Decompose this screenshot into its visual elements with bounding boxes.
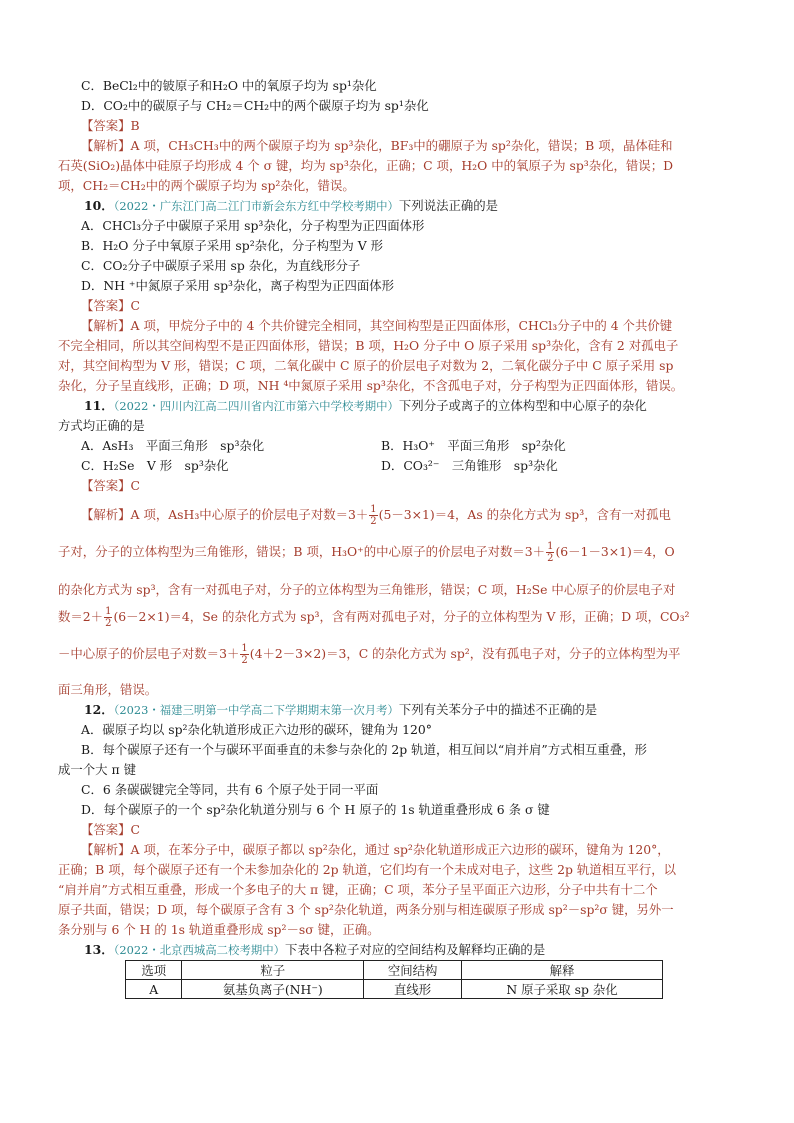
table-header-cell: 空间结构 <box>364 961 462 980</box>
q13-table <box>125 960 663 999</box>
q12-explanation-5: 条分别与 6 个 H 的 1s 轨道重叠形成 sp²－sσ 键，正确。 <box>58 922 380 937</box>
q10-text: 下列说法正确的是 <box>398 198 499 213</box>
q10-option-a: A．CHCl₃分子中碳原子采用 sp³杂化，分子构型为正四面体形 <box>81 218 425 233</box>
q13-number: 13． <box>84 942 114 957</box>
q11-text: 下列分子或离子的立体构型和中心原子的杂化 <box>398 398 647 413</box>
fraction-one-half <box>104 606 112 629</box>
q10-explanation-3: 对，其空间构型为 V 形，错误；C 项，二氧化碳中 C 原子的价层电子对数为 2，二氧化碳分子中 C 原子采用 sp <box>58 358 674 373</box>
q10-answer: 【答案】C <box>81 298 141 313</box>
q10-option-c: C．CO₂分子中碳原子采用 sp 杂化，为直线形分子 <box>81 258 361 273</box>
q10-explanation-4: 杂化，分子呈直线形，正确；D 项，NH ⁴中氮原子采用 sp³杂化，不含孤电子对，分子构型为正四面体形，错误。 <box>58 378 684 393</box>
q10-stem <box>58 196 738 216</box>
fraction-one-half <box>546 541 554 564</box>
q12-explanation-4: 原子共面，错误；D 项，每个碳原子含有 3 个 sp²杂化轨道，两条分别与相连碳原子形成 sp²－sp²σ 键，另外一 <box>58 902 674 917</box>
q11-option-d: D．CO₃²⁻ 三角锥形 sp³杂化 <box>381 458 558 473</box>
q12-text: 下列有关苯分子中的描述不正确的是 <box>398 702 598 717</box>
q11-options-row1 <box>58 436 738 456</box>
q12-option-b-cont: 成一个大 π 键 <box>58 762 136 777</box>
q11-explanation-1 <box>58 504 738 541</box>
q11-option-a: A．AsH₃ 平面三角形 sp³杂化 <box>81 438 265 453</box>
q11-explanation-4 <box>58 606 738 643</box>
q11-exp5-text-b: (4＋2－3×2)＝3，C 的杂化方式为 sp²，没有孤电子对，分子的立体构型为平 <box>249 646 681 661</box>
table-header-row <box>126 961 663 980</box>
q9-option-c: C．BeCl₂中的铍原子和H₂O 中的氧原子均为 sp¹杂化 <box>81 78 377 93</box>
table-cell: N 原子采取 sp 杂化 <box>462 980 663 999</box>
q11-number: 11． <box>84 398 114 413</box>
q12-option-b: B．每个碳原子还有一个与碳环平面垂直的未参与杂化的 2p 轨道，相互间以“肩并肩”方式相互重叠，形 <box>81 742 647 757</box>
q13-text: 下表中各粒子对应的空间结构及解释均正确的是 <box>285 942 546 957</box>
q11-stem <box>58 396 738 416</box>
fraction-denominator: 2 <box>105 618 112 629</box>
q11-explanation-2 <box>58 541 738 578</box>
q11-exp4-text-b: (6－2×1)＝4，Se 的杂化方式为 sp³，含有两对孤电子对，分子的立体构型为 V 形，正确；D 项，CO₃² <box>113 609 690 624</box>
table-header-cell: 选项 <box>126 961 182 980</box>
q12-number: 12． <box>84 702 114 717</box>
table-cell: 氨基负离子(NH⁻) <box>182 980 364 999</box>
q12-explanation-3: “肩并肩”方式相互重叠，形成一个多电子的大 π 键，正确；C 项，苯分子呈平面正六边形，分子中共有十二个 <box>58 882 658 897</box>
q12-source: （2023・福建三明第一中学高二下学期期末第一次月考） <box>113 703 399 717</box>
q11-exp1-text-b: (5－3×1)＝4，As 的杂化方式为 sp³，含有一对孤电 <box>378 507 671 522</box>
q9-explanation-3: 项，CH₂＝CH₂中的两个碳原子均为 sp²杂化，错误。 <box>58 178 355 193</box>
q9-explanation-2: 石英(SiO₂)晶体中硅原子均形成 4 个 σ 键，均为 sp³杂化，正确；C 项，H₂O 中的氧原子为 sp³杂化，错误；D <box>58 158 674 173</box>
q11-exp2-text-b: (6－1－3×1)＝4，O <box>555 544 675 559</box>
fraction-numerator: 1 <box>105 606 112 617</box>
q11-explanation-6: 面三角形，错误。 <box>58 682 158 697</box>
q11-explanation-5 <box>58 643 738 680</box>
q12-option-d: D．每个碳原子的一个 sp²杂化轨道分别与 6 个 H 原子的 1s 轨道重叠形成 6 条 σ 键 <box>81 802 550 817</box>
document-page <box>58 76 738 999</box>
table-row <box>126 980 663 999</box>
q11-exp5-text-a: －中心原子的价层电子对数＝3＋ <box>58 646 240 661</box>
q12-explanation-1: 【解析】A 项，在苯分子中，碳原子都以 sp²杂化，通过 sp²杂化轨道形成正六边形的碳环，键角为 120°， <box>81 842 670 857</box>
fraction-one-half <box>369 504 377 527</box>
q9-option-d: D．CO₂中的碳原子与 CH₂＝CH₂中的两个碳原子均为 sp¹杂化 <box>81 98 429 113</box>
q9-explanation-1: 【解析】A 项，CH₃CH₃中的两个碳原子均为 sp³杂化，BF₃中的硼原子为 sp²杂化，错误；B 项，晶体硅和 <box>81 138 673 153</box>
q12-option-a: A．碳原子均以 sp²杂化轨道形成正六边形的碳环，键角为 120° <box>81 722 432 737</box>
q11-exp2-text-a: 子对，分子的立体构型为三角锥形，错误；B 项，H₃O⁺的中心原子的价层电子对数＝3＋ <box>58 544 546 559</box>
q11-option-b: B．H₃O⁺ 平面三角形 sp²杂化 <box>381 438 566 453</box>
q13-stem <box>58 940 738 960</box>
q11-answer: 【答案】C <box>81 478 141 493</box>
q11-exp4-text-a: 数＝2＋ <box>58 609 104 624</box>
q10-source: （2022・广东江门高二江门市新会东方红中学校考期中） <box>113 199 399 213</box>
q10-explanation-1: 【解析】A 项，甲烷分子中的 4 个共价键完全相同，其空间构型是正四面体形，CHCl₃分子中的 4 个共价键 <box>81 318 673 333</box>
q12-answer: 【答案】C <box>81 822 141 837</box>
fraction-denominator: 2 <box>241 655 248 666</box>
q10-option-b: B．H₂O 分子中氧原子采用 sp²杂化，分子构型为 V 形 <box>81 238 384 253</box>
q9-answer: 【答案】B <box>81 118 140 133</box>
q12-option-c: C．6 条碳碳键完全等同，共有 6 个原子处于同一平面 <box>81 782 379 797</box>
fraction-numerator: 1 <box>370 504 377 515</box>
table-header-cell: 粒子 <box>182 961 364 980</box>
table-header-cell: 解释 <box>462 961 663 980</box>
q11-exp1-text-a: 【解析】A 项，AsH₃中心原子的价层电子对数＝3＋ <box>81 507 369 522</box>
fraction-denominator: 2 <box>547 553 554 564</box>
q10-explanation-2: 不完全相同，所以其空间构型不是正四面体形，错误；B 项，H₂O 分子中 O 原子采用 sp³杂化，含有 2 对孤电子 <box>58 338 679 353</box>
q11-stem-cont: 方式均正确的是 <box>58 418 145 433</box>
q11-options-row2 <box>58 456 738 476</box>
q10-number: 10． <box>84 198 114 213</box>
fraction-denominator: 2 <box>370 516 377 527</box>
q10-option-d: D．NH ⁺中氮原子采用 sp³杂化，离子构型为正四面体形 <box>81 278 395 293</box>
fraction-numerator: 1 <box>547 541 554 552</box>
q11-source: （2022・四川内江高二四川省内江市第六中学校考期中） <box>113 399 399 413</box>
q13-source: （2022・北京西城高二校考期中） <box>113 943 286 957</box>
q12-explanation-2: 正确；B 项，每个碳原子还有一个未参加杂化的 2p 轨道，它们均有一个未成对电子，这些 2p 轨道相互平行，以 <box>58 862 677 877</box>
q12-stem <box>58 700 738 720</box>
q11-option-c: C．H₂Se V 形 sp³杂化 <box>81 458 229 473</box>
table-cell: A <box>126 980 182 999</box>
fraction-one-half <box>240 643 248 666</box>
fraction-numerator: 1 <box>241 643 248 654</box>
q11-explanation-3: 的杂化方式为 sp³，含有一对孤电子对，分子的立体构型为三角锥形，错误；C 项，H₂Se 中心原子的价层电子对 <box>58 582 676 597</box>
table-cell: 直线形 <box>364 980 462 999</box>
